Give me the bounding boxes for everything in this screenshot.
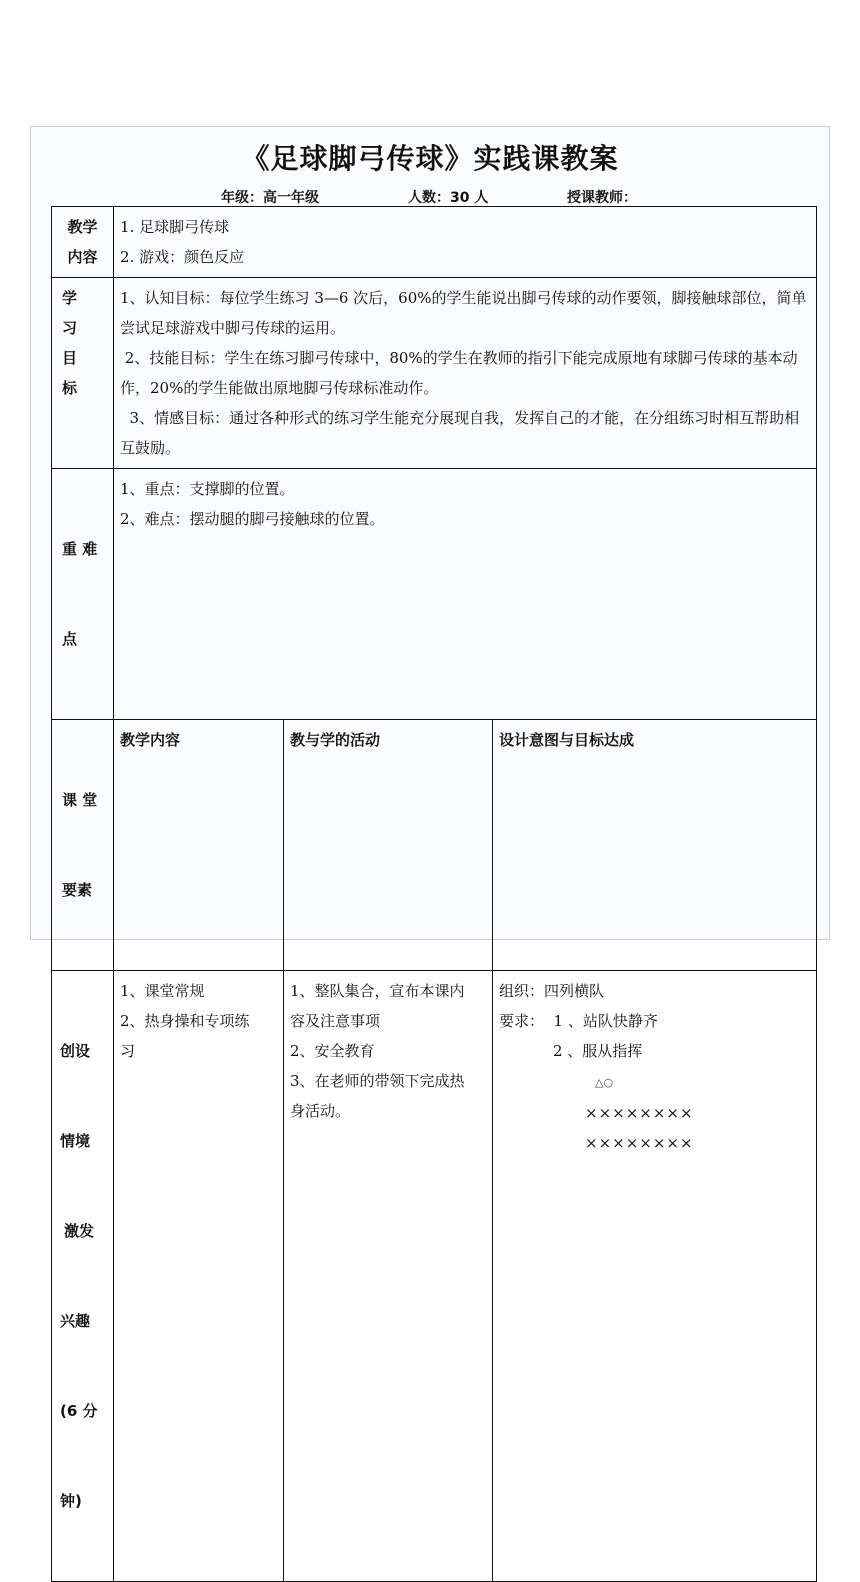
grade-text: 年级：高一年级 xyxy=(221,190,319,206)
formation-row: ×××××××× xyxy=(585,1134,694,1152)
phase-1-activity-line: 2、安全教育 xyxy=(290,1042,375,1060)
page-title: 《足球脚弓传球》实践课教案 xyxy=(241,142,619,175)
key-point-item: 2、难点：摆动腿的脚弓接触球的位置。 xyxy=(120,510,385,528)
objectives-label-cell xyxy=(52,278,114,469)
objectives-label-char: 目 xyxy=(62,349,78,367)
table-row-header xyxy=(52,720,817,971)
content-label-1: 教学 xyxy=(67,218,98,236)
phase-1-label-line: 钟) xyxy=(60,1492,82,1510)
table-row-phase-1 xyxy=(52,971,817,1582)
table-row-objectives xyxy=(52,278,817,469)
organization-text: 组织：四列横队 xyxy=(499,982,605,1000)
phase-1-activities-cell xyxy=(284,971,493,1582)
table-row-content xyxy=(52,207,817,278)
key-points-label-cell xyxy=(52,469,114,720)
phase-1-activity-line: 容及注意事项 xyxy=(290,1012,381,1030)
requirement-text-2: 2 、服从指挥 xyxy=(553,1042,643,1060)
table-row-key-points xyxy=(52,469,817,720)
column-header-content: 教学内容 xyxy=(114,720,284,971)
content-label-cell xyxy=(52,207,114,278)
content-item: 1. 足球脚弓传球 xyxy=(120,218,230,236)
column-header-activities: 教与学的活动 xyxy=(284,720,493,971)
phase-1-design-cell xyxy=(493,971,817,1582)
student-count-text: 人数：30 人 xyxy=(408,190,489,206)
phase-1-label-line: 创设 xyxy=(60,1042,91,1060)
objective-cognitive: 1、认知目标：每位学生练习 3—6 次后，60%的学生能说出脚弓传球的动作要领，脚接触球部位，简单尝试足球游戏中脚弓传球的运用。 xyxy=(120,289,807,337)
phase-1-activity-line: 身活动。 xyxy=(290,1102,351,1120)
content-label-2: 内容 xyxy=(67,248,98,266)
objectives-cell xyxy=(114,278,817,469)
phase-1-content-cell xyxy=(114,971,284,1582)
key-point-item: 1、重点：支撑脚的位置。 xyxy=(120,480,295,498)
objectives-label-char: 标 xyxy=(62,379,78,397)
objective-affective: 3、情感目标：通过各种形式的练习学生能充分展现自我，发挥自己的才能，在分组练习时相互帮助相互鼓励。 xyxy=(120,409,800,457)
lesson-plan-table xyxy=(51,206,817,1582)
phase-1-label-cell xyxy=(52,971,114,1582)
phase-1-activity-line: 1、整队集合，宣布本课内 xyxy=(290,982,465,1000)
content-item: 2. 游戏：颜色反应 xyxy=(120,248,245,266)
content-cell xyxy=(114,207,817,278)
phase-1-content-line: 1、课堂常规 xyxy=(120,982,205,1000)
key-points-label-1: 重 难 xyxy=(62,540,98,558)
objective-skill: 2、技能目标：学生在练习脚弓传球中，80%的学生在教师的指引下能完成原地有球脚弓传球的基本动作，20%的学生能做出原地脚弓传球标准动作。 xyxy=(120,349,798,397)
requirement-text: 要求： 1 、站队快静齐 xyxy=(499,1012,658,1030)
teacher-ball-icon: △○ xyxy=(595,1076,614,1089)
column-header-design: 设计意图与目标达成 xyxy=(493,720,817,971)
phase-1-activity-line: 3、在老师的带领下完成热 xyxy=(290,1072,465,1090)
teacher-text: 授课教师： xyxy=(567,190,637,206)
phase-1-label-line: 情境 xyxy=(60,1132,91,1150)
objectives-label-char: 学 xyxy=(62,289,78,307)
phase-1-content-line: 2、热身操和专项练 xyxy=(120,1012,250,1030)
phase-1-label-line: 激发 xyxy=(64,1222,95,1240)
phase-1-label-line: (6 分 xyxy=(60,1402,98,1420)
key-points-label-2: 点 xyxy=(62,630,78,648)
elements-label-1: 课 堂 xyxy=(62,791,98,809)
objectives-label-char: 习 xyxy=(62,319,78,337)
phase-1-content-line: 习 xyxy=(120,1042,136,1060)
key-points-cell xyxy=(114,469,817,720)
elements-label-cell xyxy=(52,720,114,971)
formation-row: ×××××××× xyxy=(585,1104,694,1122)
elements-label-2: 要素 xyxy=(62,881,93,899)
phase-1-label-line: 兴趣 xyxy=(60,1312,91,1330)
document-page xyxy=(30,126,830,1510)
